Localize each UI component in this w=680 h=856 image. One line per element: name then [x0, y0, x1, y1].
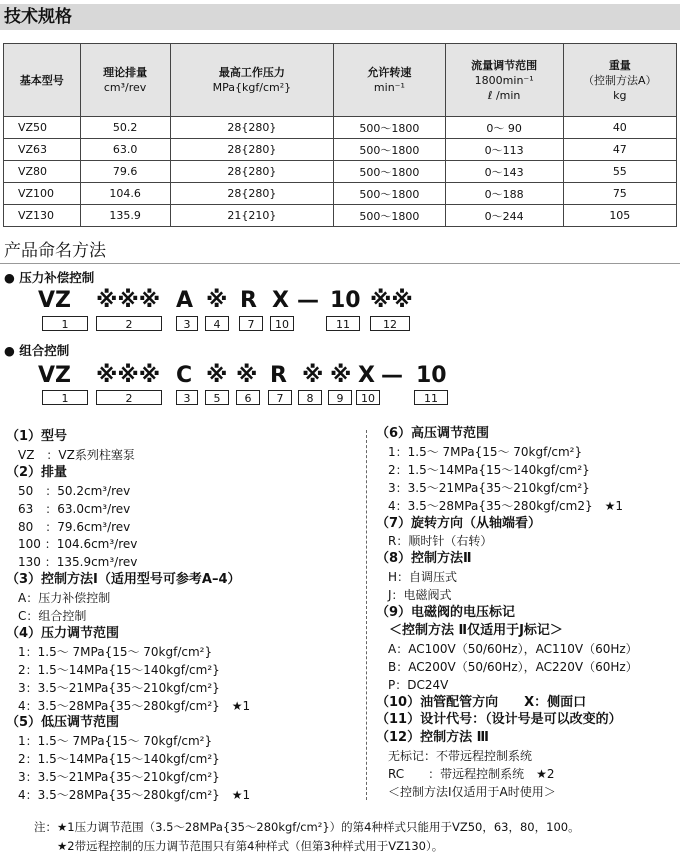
- naming-section-title: 产品命名方法: [0, 239, 680, 264]
- legend-item: 1：1.5～ 7MPa{15～ 70kgf/cm²}: [6, 734, 213, 749]
- table-row: [4, 117, 677, 139]
- code-box: 2: [96, 390, 162, 405]
- table-header-line: 重量: [608, 58, 631, 72]
- code-segment: R: [240, 288, 257, 313]
- legend-item: 50 ：50.2cm³/rev: [6, 483, 131, 498]
- code-box: 4: [205, 316, 229, 331]
- legend-item: 4：3.5～28MPa{35～280kgf/cm²} ★1: [6, 698, 251, 713]
- legend-item: 3：3.5～21MPa{35～210kgf/cm²}: [6, 770, 220, 785]
- legend-item: H：自调压式: [376, 570, 458, 585]
- table-cell: 28{280}: [170, 139, 333, 161]
- code-segment: X: [358, 363, 375, 388]
- legend-heading: （9）电磁阀的电压标记: [376, 605, 516, 620]
- table-cell: 500～1800: [334, 117, 446, 139]
- table-cell: 28{280}: [170, 183, 333, 205]
- legend-item: 2：1.5～14MPa{15～140kgf/cm²}: [6, 752, 220, 767]
- table-header-5: [563, 44, 676, 117]
- table-row: [4, 139, 677, 161]
- code-segment: C: [176, 363, 193, 388]
- table-row: [4, 183, 677, 205]
- code-box: 3: [176, 316, 198, 331]
- table-cell: 79.6: [80, 161, 170, 183]
- spec-section-title: 技术规格: [0, 4, 680, 30]
- footnote-line: ★2带远程控制的压力调节范围只有第4种样式（但第3种样式用于VZ130）。: [34, 839, 444, 853]
- table-row: [4, 161, 677, 183]
- table-cell: 500～1800: [334, 183, 446, 205]
- table-cell: 0～113: [445, 139, 563, 161]
- sub-title-combined: ● 组合控制: [4, 343, 70, 358]
- table-header-line: 基本型号: [19, 73, 64, 87]
- sub-title-pressure-comp: ● 压力补偿控制: [4, 270, 95, 285]
- legend-item: R：顺时针（右转）: [376, 534, 493, 549]
- code-box: 8: [298, 390, 322, 405]
- table-cell: 75: [563, 183, 676, 205]
- legend-heading: （5）低压调节范围: [6, 715, 120, 731]
- code-box: 6: [236, 390, 260, 405]
- table-header-line: kg: [613, 88, 627, 102]
- table-cell: 63.0: [80, 139, 170, 161]
- code-segment: ※: [206, 288, 228, 313]
- table-cell: 47: [563, 139, 676, 161]
- code-box: 12: [370, 316, 410, 331]
- legend-item: 63 ：63.0cm³/rev: [6, 501, 131, 516]
- legend-heading: （6）高压调节范围: [376, 426, 490, 441]
- legend-item: 1：1.5～ 7MPa{15～ 70kgf/cm²}: [376, 444, 583, 459]
- legend-item: 80 ：79.6cm³/rev: [6, 519, 131, 534]
- table-cell: 0～244: [445, 205, 563, 227]
- table-cell: 21{210}: [170, 205, 333, 227]
- footnote-line: 注：★1压力调节范围（3.5～28MPa{35～280kgf/cm²}）的第4种样式只能用于VZ50，63，80，100。: [34, 820, 580, 834]
- code-segment: ※※※: [96, 363, 161, 388]
- legend-item: 2：1.5～14MPa{15～140kgf/cm²}: [6, 662, 220, 677]
- legend-item: ＜控制方法Ⅰ仅适用于A时使用＞: [376, 785, 556, 799]
- legend-item: 3：3.5～21MPa{35～210kgf/cm²}: [6, 680, 220, 695]
- code-box: 1: [42, 390, 88, 405]
- code-segment: ※※: [370, 288, 413, 313]
- legend-item: 100 ：104.6cm³/rev: [6, 537, 138, 552]
- legend-item: A：AC100V（50/60Hz），AC110V（60Hz）: [376, 641, 638, 656]
- table-cell: 0～188: [445, 183, 563, 205]
- code-box: 10: [270, 316, 294, 331]
- table-header-3: [334, 44, 446, 117]
- code-segment: 10: [330, 288, 361, 313]
- table-cell: 500～1800: [334, 205, 446, 227]
- table-header-line: min⁻¹: [373, 81, 405, 94]
- legend-item: C：组合控制: [6, 609, 87, 623]
- table-header-line: （控制方法A）: [583, 73, 657, 87]
- code-segment: 10: [416, 363, 447, 388]
- table-row: [4, 205, 677, 227]
- table-cell: VZ80: [4, 161, 81, 183]
- legend-item: 3：3.5～21MPa{35～210kgf/cm²}: [376, 480, 590, 495]
- table-cell: 500～1800: [334, 161, 446, 183]
- table-cell: VZ130: [4, 205, 81, 227]
- code-box: 7: [239, 316, 263, 331]
- code-box: 1: [42, 316, 88, 331]
- code-box: 2: [96, 316, 162, 331]
- code-segment: ※※※: [96, 288, 161, 313]
- legend-item: 130 ：135.9cm³/rev: [6, 555, 138, 570]
- code-box: 3: [176, 390, 198, 405]
- table-cell: 28{280}: [170, 161, 333, 183]
- table-cell: VZ63: [4, 139, 81, 161]
- legend-item: 1：1.5～ 7MPa{15～ 70kgf/cm²}: [6, 644, 213, 659]
- table-header-line: 1800min⁻¹: [474, 73, 534, 87]
- code-box: 10: [356, 390, 380, 405]
- code-segment: VZ: [38, 363, 71, 388]
- legend-heading: （1）型号: [6, 429, 68, 444]
- code-segment: X: [272, 288, 289, 313]
- table-header-4: [445, 44, 563, 117]
- code-segment: ※: [206, 363, 228, 388]
- table-cell: 28{280}: [170, 117, 333, 139]
- table-cell: 55: [563, 161, 676, 183]
- code-box: 5: [205, 390, 229, 405]
- table-header-line: cm³/rev: [103, 81, 147, 94]
- code-box: 11: [414, 390, 448, 405]
- legend-heading: （3）控制方法Ⅰ（适用型号可参考A–4）: [6, 572, 241, 588]
- table-header-line: MPa{kgf/cm²}: [212, 81, 292, 94]
- code-box: 7: [268, 390, 292, 405]
- legend-item: J：电磁阀式: [376, 588, 452, 603]
- code-segment: A: [176, 288, 194, 313]
- legend-item: 4：3.5～28MPa{35～280kgf/cm2} ★1: [376, 498, 623, 513]
- table-header-line: 最高工作压力: [218, 66, 285, 79]
- legend-item: RC ：带远程控制系统 ★2: [376, 767, 555, 782]
- code-segment: —: [381, 363, 403, 388]
- table-cell: VZ50: [4, 117, 81, 139]
- code-segment: R: [270, 363, 287, 388]
- spec-table: [3, 43, 677, 227]
- table-cell: VZ100: [4, 183, 81, 205]
- legend-heading: （11）设计代号：（设计号是可以改变的）: [376, 712, 622, 728]
- legend-heading: （7）旋转方向（从轴端看）: [376, 515, 542, 531]
- column-divider: [366, 430, 367, 800]
- legend-item: 无标记：不带远程控制系统: [376, 749, 533, 764]
- legend-heading: （10）油管配管方向 X：侧面口: [376, 694, 587, 710]
- table-cell: 0～ 90: [445, 117, 563, 139]
- table-cell: 500～1800: [334, 139, 446, 161]
- legend-item: B：AC200V（50/60Hz），AC220V（60Hz）: [376, 659, 638, 674]
- legend-item: 2：1.5～14MPa{15～140kgf/cm²}: [376, 462, 590, 477]
- table-cell: 104.6: [80, 183, 170, 205]
- table-cell: 50.2: [80, 117, 170, 139]
- code-segment: ※: [330, 363, 352, 388]
- table-header-1: [80, 44, 170, 117]
- code-segment: —: [297, 288, 319, 313]
- code-box: 11: [326, 316, 360, 331]
- legend-item: VZ ：VZ系列柱塞泵: [6, 447, 135, 462]
- table-header-2: [170, 44, 333, 117]
- code-segment: ※: [302, 363, 324, 388]
- table-header-line: ℓ /min: [487, 88, 521, 102]
- table-cell: 0～143: [445, 161, 563, 183]
- table-header-line: 允许转速: [367, 66, 412, 79]
- legend-heading: （4）压力调节范围: [6, 625, 120, 641]
- legend-item: P：DC24V: [376, 677, 449, 692]
- code-segment: VZ: [38, 288, 71, 313]
- table-header-0: [4, 44, 81, 117]
- legend-item: A：压力补偿控制: [6, 591, 111, 606]
- table-cell: 135.9: [80, 205, 170, 227]
- legend-heading: （2）排量: [6, 464, 68, 480]
- legend-heading: ＜控制方法 Ⅱ仅适用于J标记＞: [376, 622, 563, 638]
- code-segment: ※: [236, 363, 258, 388]
- legend-item: 4：3.5～28MPa{35～280kgf/cm²} ★1: [6, 788, 251, 802]
- legend-heading: （12）控制方法 Ⅲ: [376, 730, 489, 746]
- table-cell: 105: [563, 205, 676, 227]
- legend-heading: （8）控制方法Ⅱ: [376, 551, 472, 567]
- code-box: 9: [328, 390, 352, 405]
- table-cell: 40: [563, 117, 676, 139]
- table-header-line: 流量调节范围: [471, 58, 538, 72]
- table-header-line: 理论排量: [103, 66, 148, 79]
